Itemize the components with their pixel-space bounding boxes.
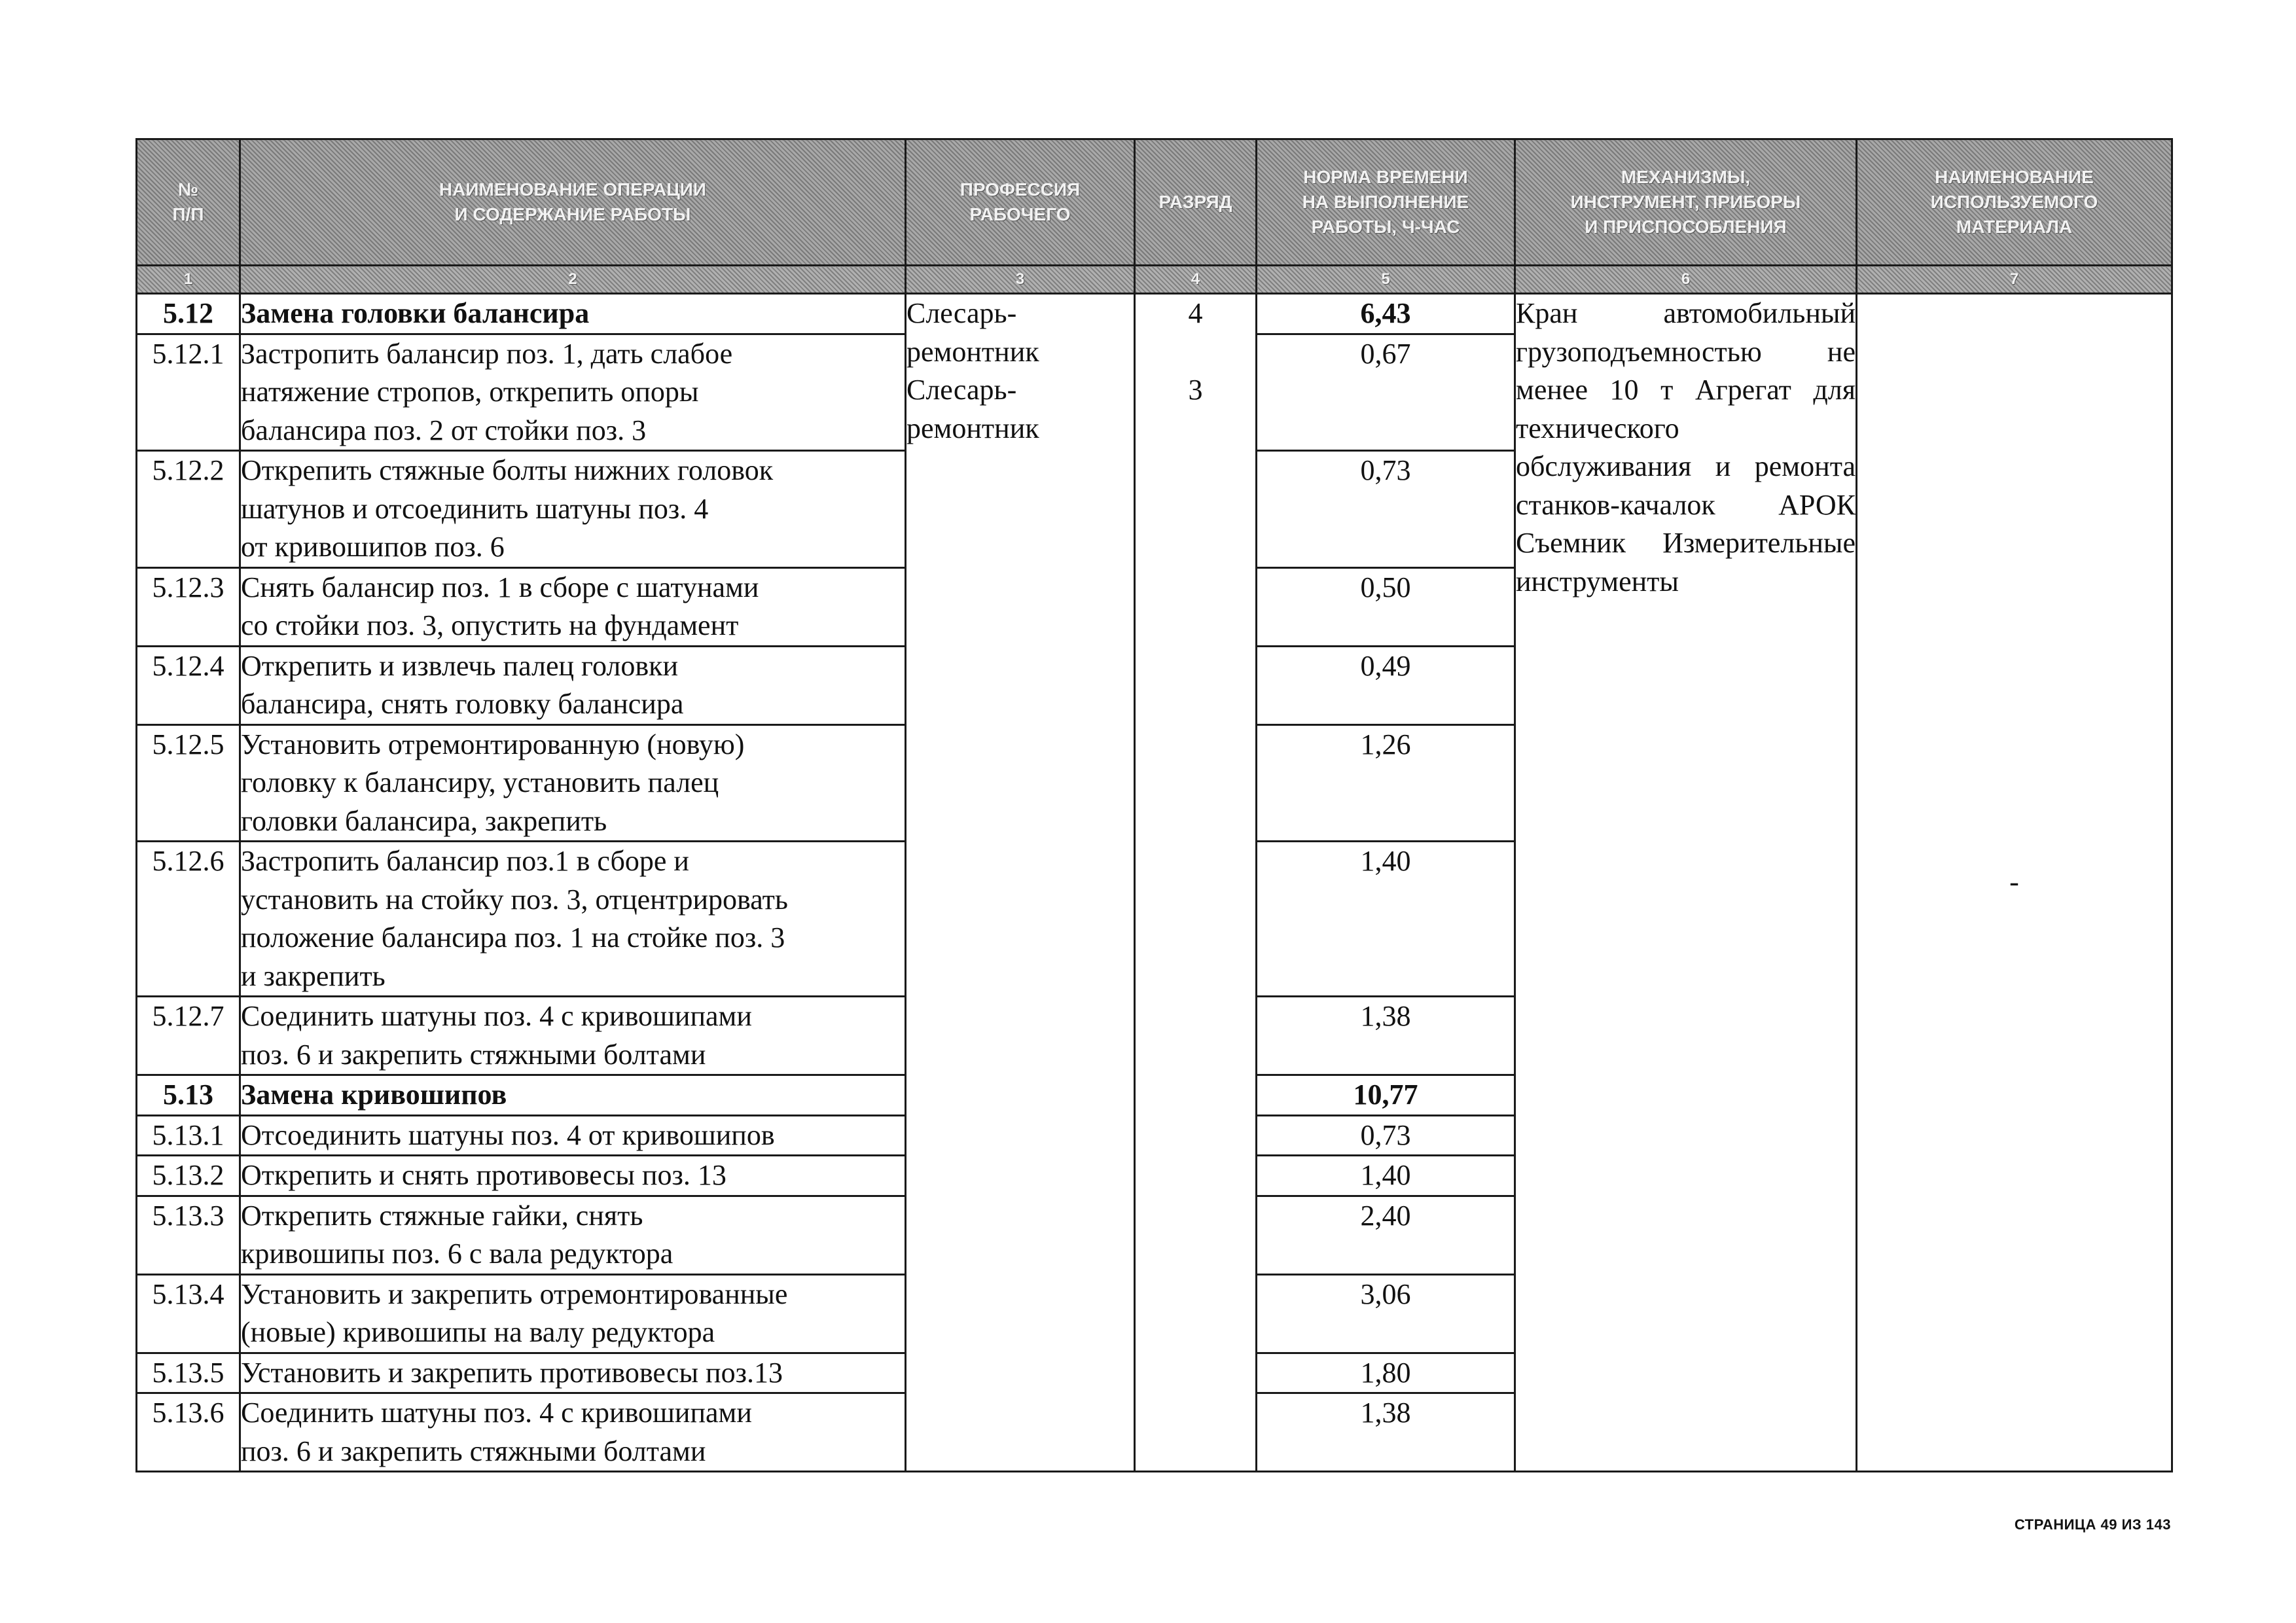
time-norm: 0,73 <box>1257 451 1515 568</box>
mechanisms-list: Кран автомобильный грузоподъемностью не менее 10 т Агрегат для технического обслуживания и ремонта станков-качалок АРОК Съемник Измерительные инструменты <box>1515 294 1857 1472</box>
operation-number: 5.13.3 <box>137 1196 240 1274</box>
header-mechanisms: МЕХАНИЗМЫ, ИНСТРУМЕНТ, ПРИБОРЫ И ПРИСПОСОБЛЕНИЯ <box>1515 139 1857 266</box>
column-number: 6 <box>1515 266 1857 294</box>
operation-description: Открепить и снять противовесы поз. 13 <box>240 1156 906 1196</box>
time-norm: 1,80 <box>1257 1353 1515 1393</box>
operations-table <box>135 138 2173 1472</box>
operation-number: 5.13.1 <box>137 1115 240 1156</box>
time-norm: 1,40 <box>1257 842 1515 997</box>
material-value: - <box>1857 294 2172 1472</box>
operation-description: Замена кривошипов <box>240 1075 906 1116</box>
header-material: НАИМЕНОВАНИЕ ИСПОЛЬЗУЕМОГО МАТЕРИАЛА <box>1857 139 2172 266</box>
operation-number: 5.12.2 <box>137 451 240 568</box>
operation-number: 5.13.5 <box>137 1353 240 1393</box>
time-norm: 1,38 <box>1257 997 1515 1075</box>
time-norm: 6,43 <box>1257 294 1515 334</box>
time-norm: 10,77 <box>1257 1075 1515 1116</box>
operation-description: Установить и закрепить отремонтированные (новые) кривошипы на валу редуктора <box>240 1274 906 1353</box>
header-row <box>137 139 2172 266</box>
column-number: 7 <box>1857 266 2172 294</box>
operation-number: 5.13 <box>137 1075 240 1116</box>
table-row <box>137 294 2172 334</box>
column-number: 1 <box>137 266 240 294</box>
page-number: СТРАНИЦА 49 ИЗ 143 <box>2014 1516 2171 1533</box>
time-norm: 1,40 <box>1257 1156 1515 1196</box>
operation-number: 5.12.1 <box>137 334 240 451</box>
operation-description: Установить и закрепить противовесы поз.13 <box>240 1353 906 1393</box>
worker-grade: 4 3 <box>1135 294 1257 1472</box>
operation-description: Соединить шатуны поз. 4 с кривошипами поз. 6 и закрепить стяжными болтами <box>240 1393 906 1472</box>
header-profession: ПРОФЕССИЯ РАБОЧЕГО <box>906 139 1135 266</box>
header-operation: НАИМЕНОВАНИЕ ОПЕРАЦИИ И СОДЕРЖАНИЕ РАБОТЫ <box>240 139 906 266</box>
column-number: 2 <box>240 266 906 294</box>
operation-number: 5.12.6 <box>137 842 240 997</box>
header-num: № П/П <box>137 139 240 266</box>
column-number: 5 <box>1257 266 1515 294</box>
time-norm: 1,26 <box>1257 724 1515 842</box>
time-norm: 3,06 <box>1257 1274 1515 1353</box>
header-grade: РАЗРЯД <box>1135 139 1257 266</box>
operation-description: Открепить и извлечь палец головки балансира, снять головку балансира <box>240 646 906 724</box>
time-norm: 0,73 <box>1257 1115 1515 1156</box>
time-norm: 2,40 <box>1257 1196 1515 1274</box>
operation-description: Замена головки балансира <box>240 294 906 334</box>
time-norm: 1,38 <box>1257 1393 1515 1472</box>
header-time-norm: НОРМА ВРЕМЕНИ НА ВЫПОЛНЕНИЕ РАБОТЫ, Ч-ЧАС <box>1257 139 1515 266</box>
operation-number: 5.12 <box>137 294 240 334</box>
operation-number: 5.13.6 <box>137 1393 240 1472</box>
operation-description: Открепить стяжные гайки, снять кривошипы поз. 6 с вала редуктора <box>240 1196 906 1274</box>
operation-number: 5.12.7 <box>137 997 240 1075</box>
operation-description: Установить отремонтированную (новую) головку к балансиру, установить палец головки балансира, закрепить <box>240 724 906 842</box>
operation-number: 5.13.4 <box>137 1274 240 1353</box>
operation-number: 5.12.4 <box>137 646 240 724</box>
operation-number: 5.12.5 <box>137 724 240 842</box>
time-norm: 0,67 <box>1257 334 1515 451</box>
operation-description: Снять балансир поз. 1 в сборе с шатунами со стойки поз. 3, опустить на фундамент <box>240 567 906 646</box>
operation-description: Отсоединить шатуны поз. 4 от кривошипов <box>240 1115 906 1156</box>
time-norm: 0,49 <box>1257 646 1515 724</box>
operation-number: 5.13.2 <box>137 1156 240 1196</box>
operation-description: Открепить стяжные болты нижних головок шатунов и отсоединить шатуны поз. 4 от кривошипов поз. 6 <box>240 451 906 568</box>
time-norm: 0,50 <box>1257 567 1515 646</box>
column-number: 3 <box>906 266 1135 294</box>
column-number-row <box>137 266 2172 294</box>
worker-profession: Слесарь- ремонтник Слесарь- ремонтник <box>906 294 1135 1472</box>
operation-description: Застропить балансир поз.1 в сборе и установить на стойку поз. 3, отцентрировать положение балансира поз. 1 на стойке поз. 3 и закрепить <box>240 842 906 997</box>
operation-number: 5.12.3 <box>137 567 240 646</box>
operation-description: Соединить шатуны поз. 4 с кривошипами поз. 6 и закрепить стяжными болтами <box>240 997 906 1075</box>
operation-description: Застропить балансир поз. 1, дать слабое натяжение стропов, открепить опоры балансира поз. 2 от стойки поз. 3 <box>240 334 906 451</box>
column-number: 4 <box>1135 266 1257 294</box>
